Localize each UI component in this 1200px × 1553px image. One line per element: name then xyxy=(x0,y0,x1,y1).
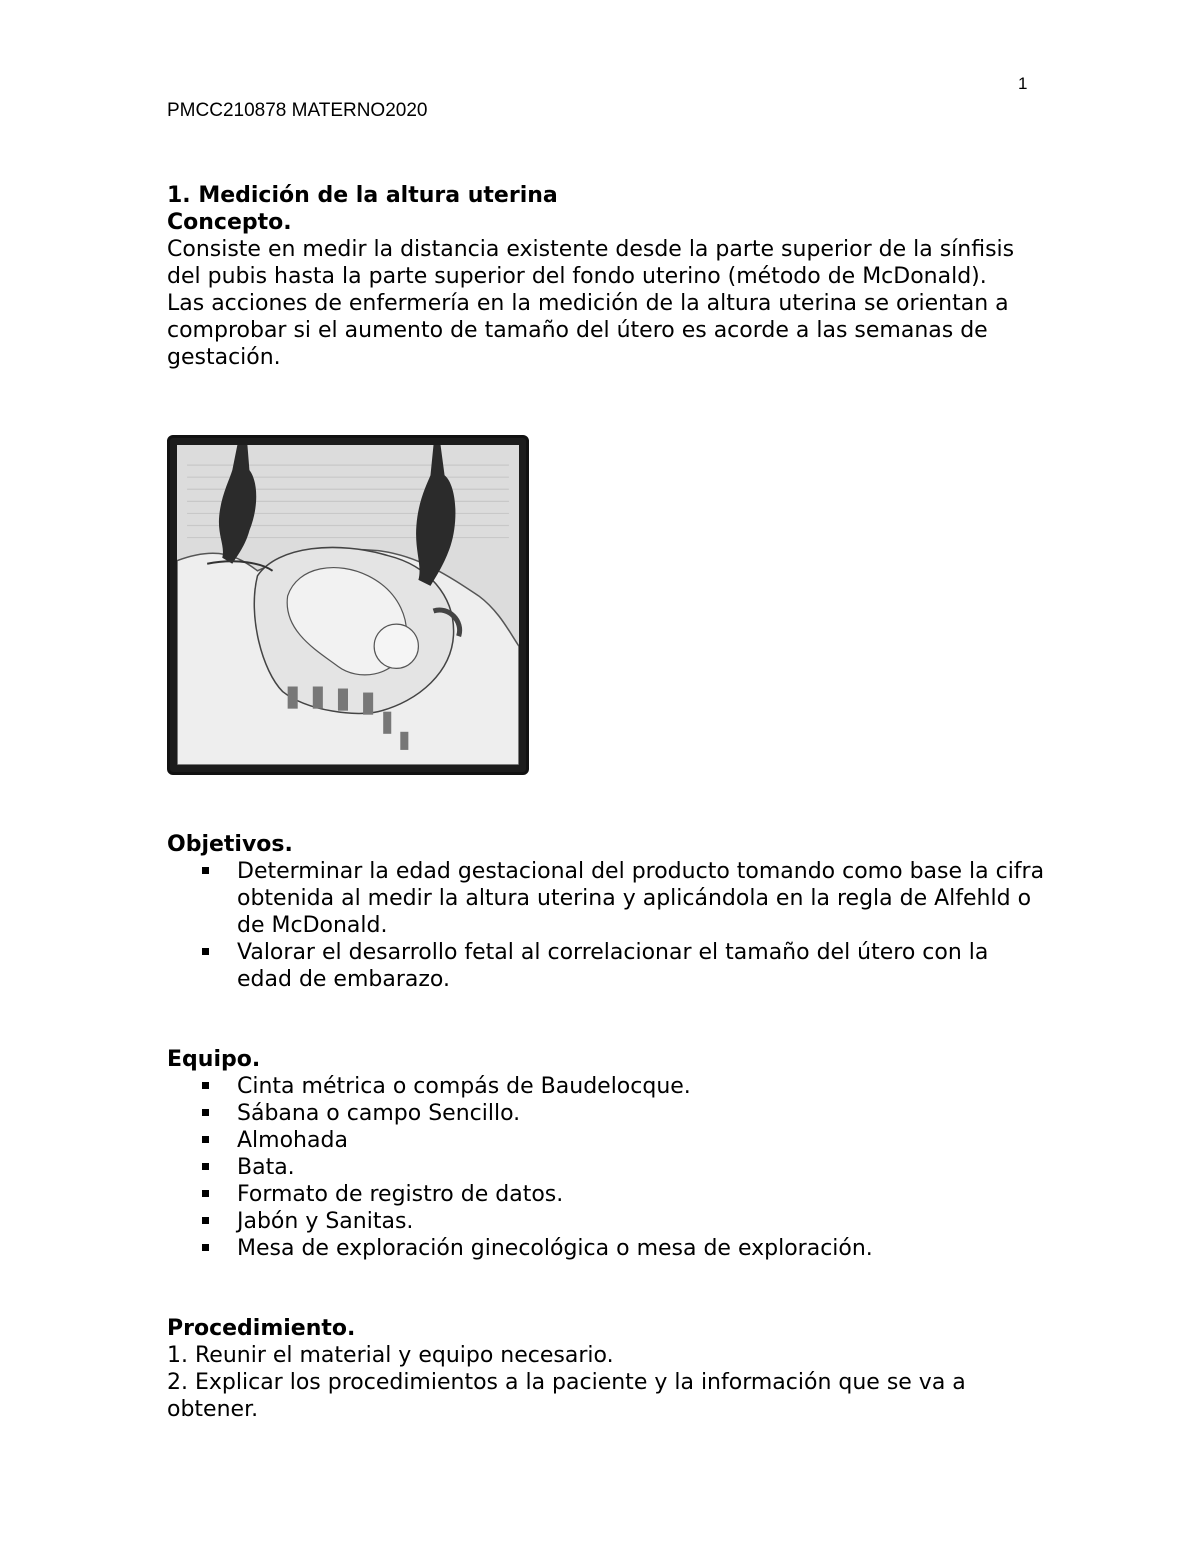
equipo-title: Equipo. xyxy=(167,1047,261,1072)
concepto-paragraph-1: Consiste en medir la distancia existente desde la parte superior de la sínfisis del pubis hasta la parte superior del fondo uterino (método de McDonald). xyxy=(167,237,1015,289)
document-header: PMCC210878 MATERNO2020 xyxy=(167,100,428,121)
procedimiento-step-1: 1. Reunir el material y equipo necesario. xyxy=(167,1343,614,1368)
list-item: Jabón y Sanitas. xyxy=(237,1208,1047,1235)
list-item: Cinta métrica o compás de Baudelocque. xyxy=(237,1073,1047,1100)
objetivos-list xyxy=(167,858,1047,993)
concepto-title: Concepto. xyxy=(167,210,292,235)
section-heading: 1. Medición de la altura uterina xyxy=(167,183,558,208)
list-item: Formato de registro de datos. xyxy=(237,1181,1047,1208)
illustration-drawing xyxy=(177,445,519,765)
list-item: Mesa de exploración ginecológica o mesa de exploración. xyxy=(237,1235,1047,1262)
list-item: Sábana o campo Sencillo. xyxy=(237,1100,1047,1127)
list-item: Determinar la edad gestacional del producto tomando como base la cifra obtenida al medir la altura uterina y aplicándola en la regla de Alfehld o de McDonald. xyxy=(237,858,1047,939)
equipo-list xyxy=(167,1073,1047,1262)
list-item: Almohada xyxy=(237,1127,1047,1154)
concepto-paragraph-2: Las acciones de enfermería en la medición de la altura uterina se orientan a comprobar si el aumento de tamaño del útero es acorde a las semanas de gestación. xyxy=(167,291,1009,370)
list-item: Valorar el desarrollo fetal al correlacionar el tamaño del útero con la edad de embarazo. xyxy=(237,939,1047,993)
page-number: 1 xyxy=(1018,74,1028,93)
uterine-height-illustration xyxy=(167,435,529,775)
procedimiento-step-2: 2. Explicar los procedimientos a la paciente y la información que se va a obtener. xyxy=(167,1370,966,1422)
objetivos-title: Objetivos. xyxy=(167,832,293,857)
procedimiento-title: Procedimiento. xyxy=(167,1316,356,1341)
list-item: Bata. xyxy=(237,1154,1047,1181)
document-body xyxy=(167,182,1047,1423)
